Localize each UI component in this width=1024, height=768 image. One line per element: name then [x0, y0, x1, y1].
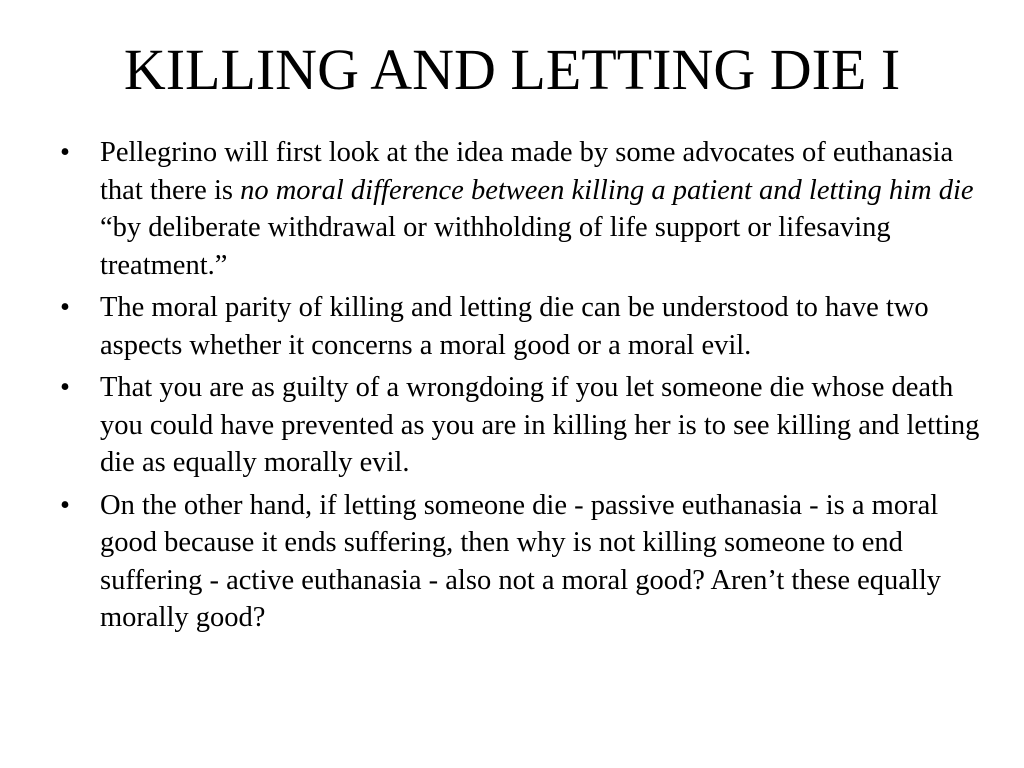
bullet-item-4 — [60, 487, 980, 637]
bullet-1-segment-3: “by deliberate withdrawal or withholding of life support or lifesaving treatment.” — [100, 212, 891, 281]
slide-title: KILLING AND LETTING DIE I — [123, 37, 901, 102]
bullet-text-2: The moral parity of killing and letting die can be understood to have two aspects whether it concerns a moral good or a moral evil. — [100, 292, 929, 361]
bullet-item-1 — [60, 134, 980, 284]
bullet-icon: • — [60, 372, 70, 403]
bullet-1-segment-2-italic: no moral difference between killing a patient and letting him die — [240, 174, 974, 206]
bullet-1-segment-1: Pellegrino will first look at the idea made by some advocates of euthanasia that there is — [100, 137, 954, 206]
bullet-text-1 — [100, 134, 980, 284]
bullet-text-3: That you are as guilty of a wrongdoing if you let someone die whose death you could have prevented as you are in killing her is to see killing and letting die as equally morally evil. — [100, 372, 980, 478]
bullet-icon: • — [60, 292, 70, 323]
bullet-item-3 — [60, 369, 980, 482]
bullet-text-4: On the other hand, if letting someone die - passive euthanasia - is a moral good because it ends suffering, then why is not killing someone to end suffering - active euthanasia - also not a moral good? Aren’t these equally morally good? — [100, 489, 942, 633]
bullet-icon: • — [60, 137, 70, 168]
bullet-list — [60, 134, 980, 642]
bullet-item-2 — [60, 289, 980, 364]
bullet-icon: • — [60, 489, 70, 521]
